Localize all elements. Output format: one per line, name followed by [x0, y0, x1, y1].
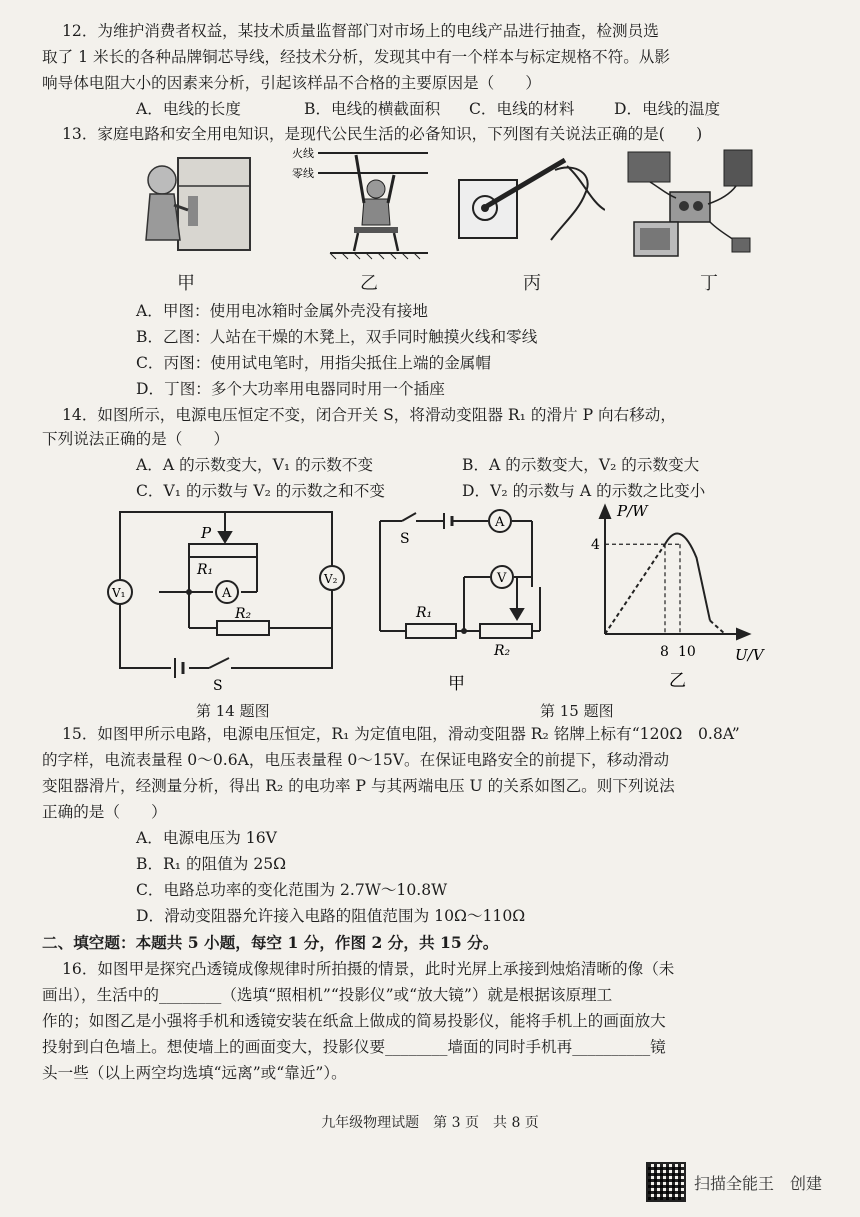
r1-label-14: R₁ [197, 562, 214, 578]
figure-14-circuit [105, 508, 345, 690]
q15-option-b: B．R₁ 的阻值为 25Ω [136, 855, 287, 873]
v1-label-14: V₁ [112, 586, 126, 600]
q15-line3: 变阻器滑片，经测量分析，得出 R₂ 的电功率 P 与其两端电压 U 的关系如图乙。则下列说法 [42, 777, 675, 795]
q15-option-d: D．滑动变阻器允许接入电路的阻值范围为 10Ω～110Ω [136, 907, 526, 925]
figure-14-caption: 第 14 题图 [196, 702, 270, 720]
q12-option-d: D．电线的温度 [614, 100, 721, 118]
ammeter-label-15: A [495, 515, 505, 530]
qr-code-icon [646, 1162, 686, 1202]
figure-15-yi-label: 乙 [669, 671, 686, 691]
q13-label-yi: 乙 [360, 273, 378, 294]
q15-line1: 15．如图甲所示电路，电源电压恒定，R₁ 为定值电阻，滑动变阻器 R₂ 铭牌上标有“120Ω 0.8A” [62, 725, 740, 743]
q13-option-c: C．丙图：使用试电笔时，用指尖抵住上端的金属帽 [136, 354, 491, 372]
q15-line4: 正确的是（ ） [42, 803, 167, 821]
graph-x-label: U/V [735, 646, 764, 664]
q13-label-jia: 甲 [177, 273, 195, 294]
scanner-watermark [646, 1159, 836, 1205]
q12-line1: 12．为维护消费者权益，某技术质量监督部门对市场上的电线产品进行抽查，检测员选 [62, 22, 659, 40]
q13-label-ding: 丁 [700, 273, 718, 294]
q12-option-b: B．电线的横截面积 [304, 100, 441, 118]
r2-label-14: R₂ [235, 606, 252, 622]
q13-option-b: B．乙图：人站在干燥的木凳上，双手同时触摸火线和零线 [136, 328, 538, 346]
ammeter-label-14: A [222, 586, 232, 601]
multiple-appliances-illustration [620, 148, 760, 260]
q13-label-bing: 丙 [523, 273, 541, 294]
q12-option-a: A．电线的长度 [136, 100, 241, 118]
wire-fire-label: 火线 [292, 147, 314, 160]
scanner-label: 扫描全能王 创建 [694, 1173, 823, 1193]
curve-solid [665, 533, 710, 620]
q16-line4: 投射到白色墙上。想使墙上的画面变大，投影仪要________墙面的同时手机再__________镜 [42, 1038, 666, 1056]
r1-label-15: R₁ [416, 605, 433, 621]
voltmeter-label-15: V [497, 571, 507, 586]
q16-line5: 头一些（以上两空均选填“远离”或“靠近”）。 [42, 1064, 347, 1082]
q15-line2: 的字样，电流表量程 0～0.6A，电压表量程 0～15V。在保证电路安全的前提下，移动滑动 [42, 751, 670, 769]
graph-x-tick-8: 8 [660, 644, 669, 660]
q15-option-a: A．电源电压为 16V [136, 829, 277, 847]
curve-rising-dashed [605, 544, 665, 634]
figure-15-caption: 第 15 题图 [540, 702, 614, 720]
q16-line1: 16．如图甲是探究凸透镜成像规律时所拍摄的情景，此时光屏上承接到烛焰清晰的像（未 [62, 960, 675, 978]
q13-option-d: D．丁图：多个大功率用电器同时用一个插座 [136, 380, 445, 398]
switch-s-label-15: S [400, 531, 410, 547]
q14-option-a: A．A 的示数变大，V₁ 的示数不变 [136, 456, 374, 474]
q12-line2: 取了 1 米长的各种品牌铜芯导线，经技术分析，发现其中有一个样本与标定规格不符。从影 [42, 48, 670, 66]
graph-y-label: P/W [617, 502, 648, 520]
q14-option-d: D．V₂ 的示数与 A 的示数之比变小 [462, 482, 706, 500]
q12-line3: 响导体电阻大小的因素来分析，引起该样品不合格的主要原因是（ ） [42, 74, 542, 92]
q14-line2: 下列说法正确的是（ ） [42, 430, 230, 448]
wire-zero-label: 零线 [292, 167, 314, 180]
r2-label-15: R₂ [494, 643, 511, 659]
q13-line1: 13．家庭电路和安全用电知识，是现代公民生活的必备知识，下列图有关说法正确的是( ) [62, 125, 703, 143]
curve-falling-dashed [710, 621, 725, 634]
q14-option-c: C．V₁ 的示数与 V₂ 的示数之和不变 [136, 482, 385, 500]
person-on-stool-illustration [290, 145, 430, 260]
test-pen-illustration [455, 150, 605, 260]
q12-option-c: C．电线的材料 [469, 100, 575, 118]
q16-line3: 作的；如图乙是小强将手机和透镜安装在纸盒上做成的简易投影仪，能将手机上的画面放大 [42, 1012, 666, 1030]
page-footer: 九年级物理试题 第 3 页 共 8 页 [321, 1115, 539, 1131]
section-2-heading: 二、填空题：本题共 5 小题，每空 1 分，作图 2 分，共 15 分。 [42, 933, 499, 952]
q13-option-a: A．甲图：使用电冰箱时金属外壳没有接地 [136, 302, 428, 320]
v2-label-14: V₂ [324, 572, 338, 586]
figure-15-circuit [372, 505, 547, 695]
figure-15-jia-label: 甲 [448, 674, 465, 694]
q16-line2: 画出），生活中的________（选填“照相机”“投影仪”或“放大镜”）就是根据该原理工 [42, 986, 613, 1004]
q14-option-b: B．A 的示数变大，V₂ 的示数变大 [462, 456, 700, 474]
graph-y-tick-4: 4 [591, 537, 600, 554]
graph-x-tick-10: 10 [678, 644, 696, 660]
fridge-illustration [140, 150, 270, 260]
figure-15-power-graph [585, 494, 775, 694]
q15-option-c: C．电路总功率的变化范围为 2.7W～10.8W [136, 881, 448, 899]
slider-p-label-14: P [201, 524, 212, 542]
q14-line1: 14．如图所示，电源电压恒定不变，闭合开关 S，将滑动变阻器 R₁ 的滑片 P 向右移动， [62, 406, 676, 424]
switch-s-label-14: S [213, 678, 223, 690]
